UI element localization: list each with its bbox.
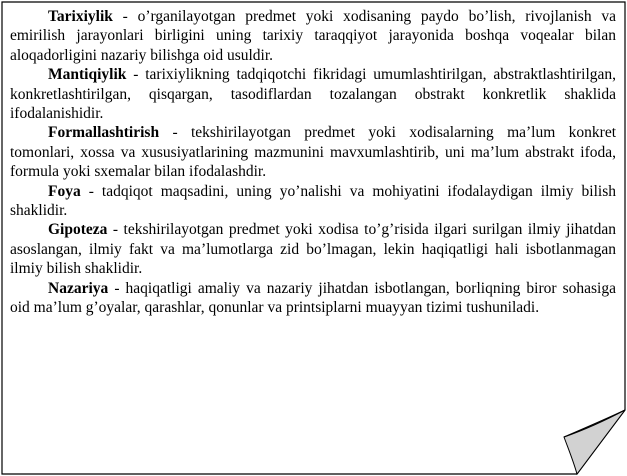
definition-body: - tekshirilayotgan predmet yoki xodisa to’g’risida ilgari surilgan ilmiy jihatdan asoslangan, ilmiy fakt va ma’lumotlarga zid bo’lmagan, lekin haqiqatligi hali isbotlanmagan ilmiy bilish shaklidir. (10, 221, 616, 278)
definition-body: - o’rganilayotgan predmet yoki xodisaning paydo bo’lish, rivojlanish va emirilish jarayonlari birligini uning tarixiy taraqqiyot jarayonida boshqa voqealar bilan aloqadorligini nazariy bilishga oid usuldir. (10, 8, 616, 64)
definition-body: - tekshirilayotgan predmet yoki xodisalarning ma’lum konkret tomonlari, xossa va xususiyatlarining mazmunini mavxumlashtirib, uni ma’lum abstrakt ifoda, formula yoki sxemalar bilan ifodalashdir. (10, 124, 616, 181)
definition-paragraph (10, 123, 616, 181)
definition-term: Mantiqiylik (48, 66, 127, 84)
definition-term: Tarixiylik (48, 8, 113, 25)
definition-body: - tarixiylikning tadqiqotchi fikridagi umumlashtirilgan, abstraktlashtirilgan, konkretlashtirilgan, qisqargan, tasodiflardan tozalangan obstrakt konkretlik shaklida ifodalanishidir. (10, 66, 616, 123)
definition-paragraph (10, 220, 616, 278)
definition-term: Foya (48, 182, 81, 200)
definition-paragraph (10, 182, 616, 221)
definition-paragraph (10, 65, 616, 123)
definition-term: Formallashtirish (48, 124, 160, 142)
definition-paragraph (10, 7, 616, 65)
definition-body: - tadqiqot maqsadini, uning yo’nalishi va mohiyatini ifodalaydigan ilmiy bilish shaklidir. (10, 182, 616, 220)
definition-paragraph (10, 279, 616, 318)
definitions-text (10, 7, 616, 318)
definition-body: - haqiqatligi amaliy va nazariy jihatdan isbotlangan, borliqning biror sohasiga oid ma’lum g’oyalar, qarashlar, qonunlar va printsiplarni muayyan tizimi tushuniladi. (10, 279, 616, 317)
definition-term: Gipoteza (48, 221, 108, 239)
definition-term: Nazariya (48, 279, 109, 297)
